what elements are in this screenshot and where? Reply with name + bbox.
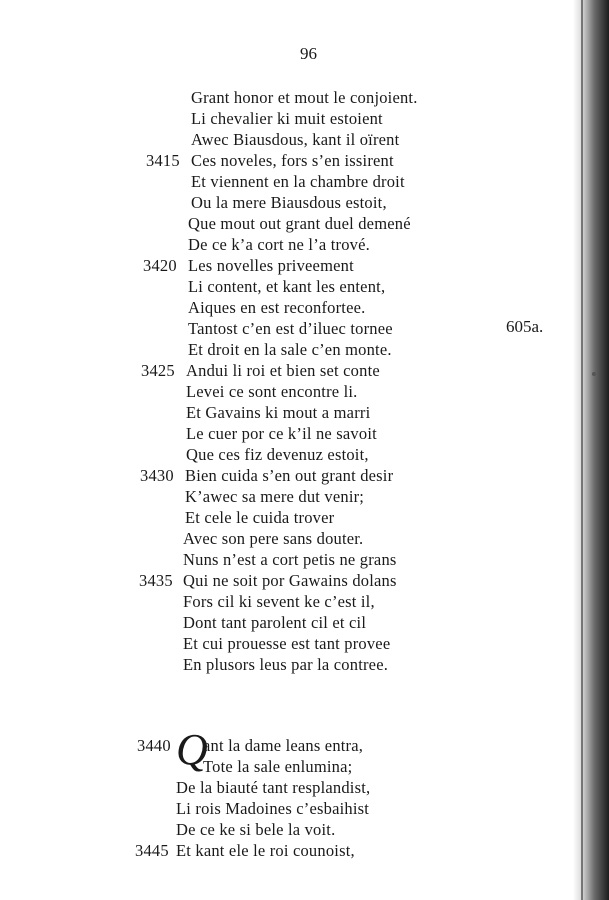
verse-line: Que ces fiz devenuz estoit, — [186, 445, 369, 464]
page-number: 96 — [300, 44, 317, 63]
verse-line: Et cui prouesse est tant provee — [183, 634, 391, 653]
verse-line: Et viennent en la chambre droit — [191, 172, 405, 191]
verse-line: Et kant ele le roi counoist, — [176, 841, 355, 860]
verse-line: En plusors leus par la contree. — [183, 655, 389, 674]
verse-line: Et droit en la sale c’en monte. — [188, 340, 392, 359]
line-number: 3435 — [139, 571, 173, 590]
margin-dot — [592, 372, 596, 376]
page-gutter-shadow — [573, 0, 609, 900]
verse-line: De la biauté tant resplandist, — [176, 778, 371, 797]
verse-line: Les novelles priveement — [188, 256, 354, 275]
verse-line: Grant honor et mout le conjoient. — [191, 88, 418, 107]
line-number: 3420 — [143, 256, 177, 275]
verse-line: K’awec sa mere dut venir; — [185, 487, 365, 506]
verse-line: Qui ne soit por Gawains dolans — [183, 571, 397, 590]
verse-line: Andui li roi et bien set conte — [186, 361, 380, 380]
gutter-line — [581, 0, 583, 900]
verse-line: Avec son pere sans douter. — [183, 529, 364, 548]
verse-line: Fors cil ki sevent ke c’est il, — [183, 592, 375, 611]
verse-line: Aiques en est reconfortee. — [188, 298, 366, 317]
verse-line: Li rois Madoines c’esbaihist — [176, 799, 370, 818]
verse-line: Ces noveles, fors s’en issirent — [191, 151, 394, 170]
verse-line: Li content, et kant les entent, — [188, 277, 386, 296]
line-number: 3440 — [137, 736, 171, 755]
verse-line: De ce ke si bele la voit. — [176, 820, 336, 839]
verse-line: Que mout out grant duel demené — [188, 214, 411, 233]
verse-line: Tote la sale enlumina; — [203, 757, 353, 776]
verse-line: Levei ce sont encontre li. — [186, 382, 358, 401]
verse-line: Tantost c’en est d’iluec tornee — [188, 319, 393, 338]
verse-line: Awec Biausdous, kant il oïrent — [191, 130, 400, 149]
line-number: 3445 — [135, 841, 169, 860]
drop-cap: Q — [176, 725, 208, 774]
line-number: 3415 — [146, 151, 180, 170]
line-number: 3425 — [141, 361, 175, 380]
verse-line: Dont tant parolent cil et cil — [183, 613, 367, 632]
verse-line: Ou la mere Biausdous estoit, — [191, 193, 387, 212]
verse-line: Li chevalier ki muit estoient — [191, 109, 383, 128]
line-number: 3430 — [140, 466, 174, 485]
verse-line: Et cele le cuida trover — [185, 508, 335, 527]
verse-line: De ce k’a cort ne l’a trové. — [188, 235, 370, 254]
verse-line: Bien cuida s’en out grant desir — [185, 466, 394, 485]
margin-reference: 605a. — [506, 317, 544, 336]
verse-line: Nuns n’est a cort petis ne grans — [183, 550, 397, 569]
verse-line: Le cuer por ce k’il ne savoit — [186, 424, 377, 443]
verse-line: Et Gavains ki mout a marri — [186, 403, 371, 422]
verse-line: ant la dame leans entra, — [203, 736, 364, 755]
